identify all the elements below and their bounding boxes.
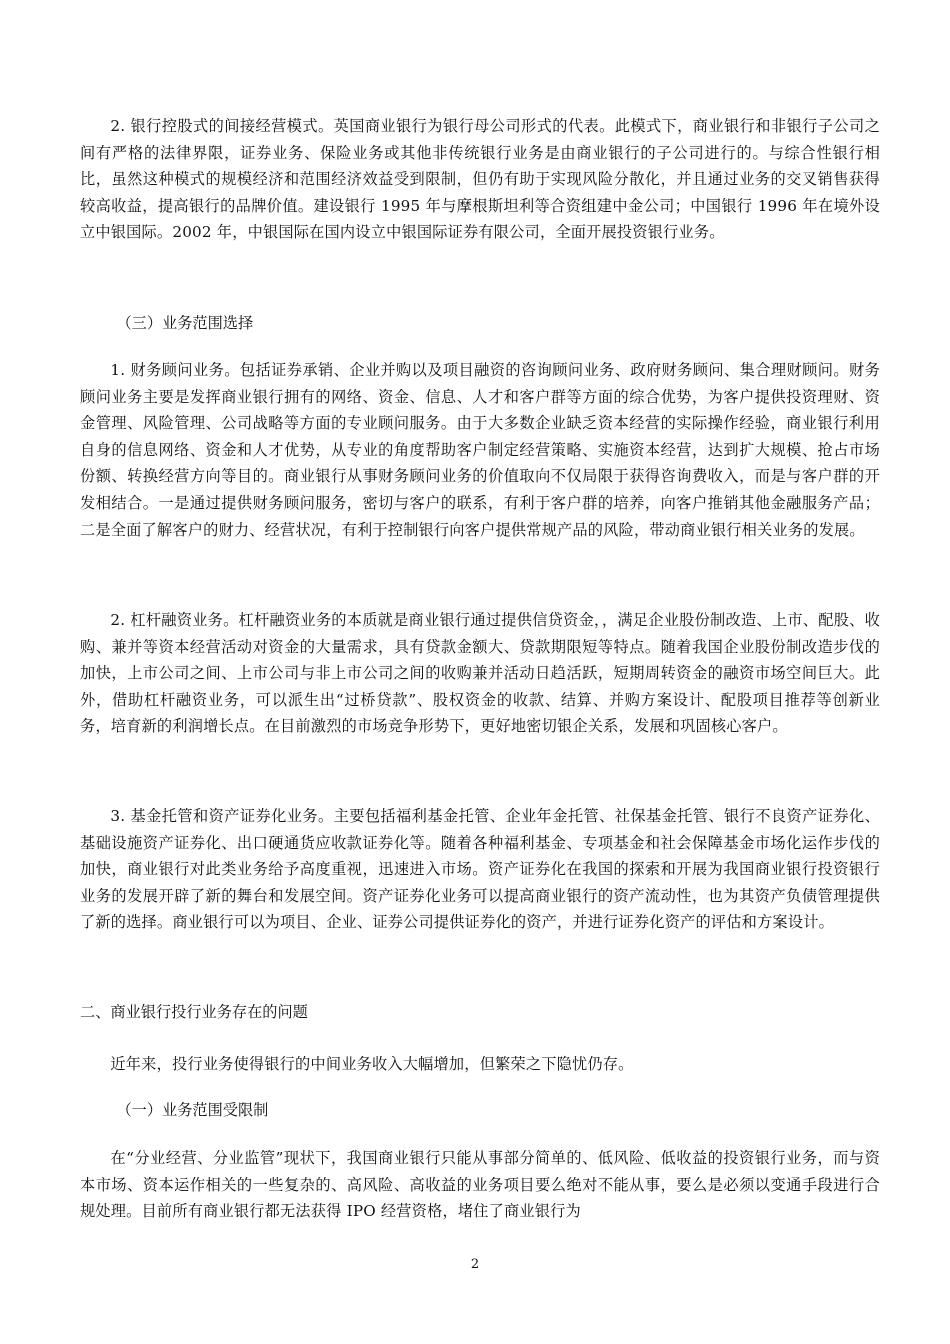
paragraph-financial-advisory: 1. 财务顾问业务。包括证券承销、企业并购以及项目融资的咨询顾问业务、政府财务顾问、集合理财顾问。财务顾问业务主要是发挥商业银行拥有的网络、资金、信息、人才和客户群等方面的综合优势，为客户提供投资理财、资金管理、风险管理、公司战略等方面的专业顾问服务。由于大多数企业缺乏资本经营的实际操作经验，商业银行利用自身的信息网络、资金和人才优势，从专业的角度帮助客户制定经营策略、实施资本经营，达到扩大规模、抢占市场份额、转换经营方向等目的。商业银行从事财务顾问业务的价值取向不仅局限于获得咨询费收入，而是与客户群的开发相结合。一是通过提供财务顾问服务，密切与客户的联系，有利于客户群的培养，向客户推销其他金融服务产品；二是全面了解客户的财力、经营状况，有利于控制银行向客户提供常规产品的风险，带动商业银行相关业务的发展。 [80, 361, 880, 539]
section-heading-problems: 二、商业银行投行业务存在的问题 [80, 1003, 308, 1021]
paragraph-holding-company-model: 2. 银行控股式的间接经营模式。英国商业银行为银行母公司形式的代表。此模式下，商业银行和非银行子公司之间有严格的法律界限，证券业务、保险业务或其他非传统银行业务是由商业银行的子公司进行的。与综合性银行相比，虽然这种模式的规模经济和范围经济效益受到限制，但仍有助于实现风险分散化，并且通过业务的交叉销售获得较高收益，提高银行的品牌价值。建设银行 1995 年与摩根斯坦利等合资组建中金公司；中国银行 1996 年在境外设立中银国际。2002 年，中银国际在国内设立中银国际证券有限公司，全面开展投资银行业务。 [80, 117, 880, 242]
paragraph-fund-custody-securitization: 3. 基金托管和资产证券化业务。主要包括福利基金托管、企业年金托管、社保基金托管、银行不良资产证券化、基础设施资产证券化、出口硬通货应收款证券化等。随着各种福利基金、专项基金和社会保障基金市场化运作步伐的加快，商业银行对此类业务给予高度重视，迅速进入市场。资产证券化在我国的探索和开展为我国商业银行投资银行业务的发展开辟了新的舞台和发展空间。资产证券化业务可以提高商业银行的资产流动性，也为其资产负债管理提供了新的选择。商业银行可以为项目、企业、证券公司提供证券化的资产，并进行证券化资产的评估和方案设计。 [80, 807, 880, 932]
section-heading-limited-scope: （一）业务范围受限制 [116, 1101, 269, 1119]
paragraph-intro-problems: 近年来，投行业务使得银行的中间业务收入大幅增加，但繁荣之下隐忧仍存。 [110, 1055, 634, 1073]
section-heading-business-scope: （三）业务范围选择 [116, 314, 254, 332]
paragraph-limited-scope: 在“分业经营、分业监管”现状下，我国商业银行只能从事部分简单的、低风险、低收益的投资银行业务，而与资本市场、资本运作相关的一些复杂的、高风险、高收益的业务项目要么绝对不能从事，要么是必须以变通手段进行合规处理。目前所有商业银行都无法获得 IPO 经营资格，堵住了商业银行为 [80, 1149, 880, 1221]
page-number: 2 [470, 1257, 480, 1272]
paragraph-leveraged-finance: 2. 杠杆融资业务。杠杆融资业务的本质就是商业银行通过提供信贷资金，，满足企业股份制改造、上市、配股、收购、兼并等资本经营活动对资金的大量需求，具有贷款金额大、贷款期限短等特点。随着我国企业股份制改造步伐的加快，上市公司之间、上市公司与非上市公司之间的收购兼并活动日趋活跃，短期周转资金的融资市场空间巨大。此外，借助杠杆融资业务，可以派生出“过桥贷款”、股权资金的收款、结算、并购方案设计、配股项目推荐等创新业务，培育新的利润增长点。在目前激烈的市场竞争形势下，更好地密切银企关系，发展和巩固核心客户。 [80, 611, 880, 736]
